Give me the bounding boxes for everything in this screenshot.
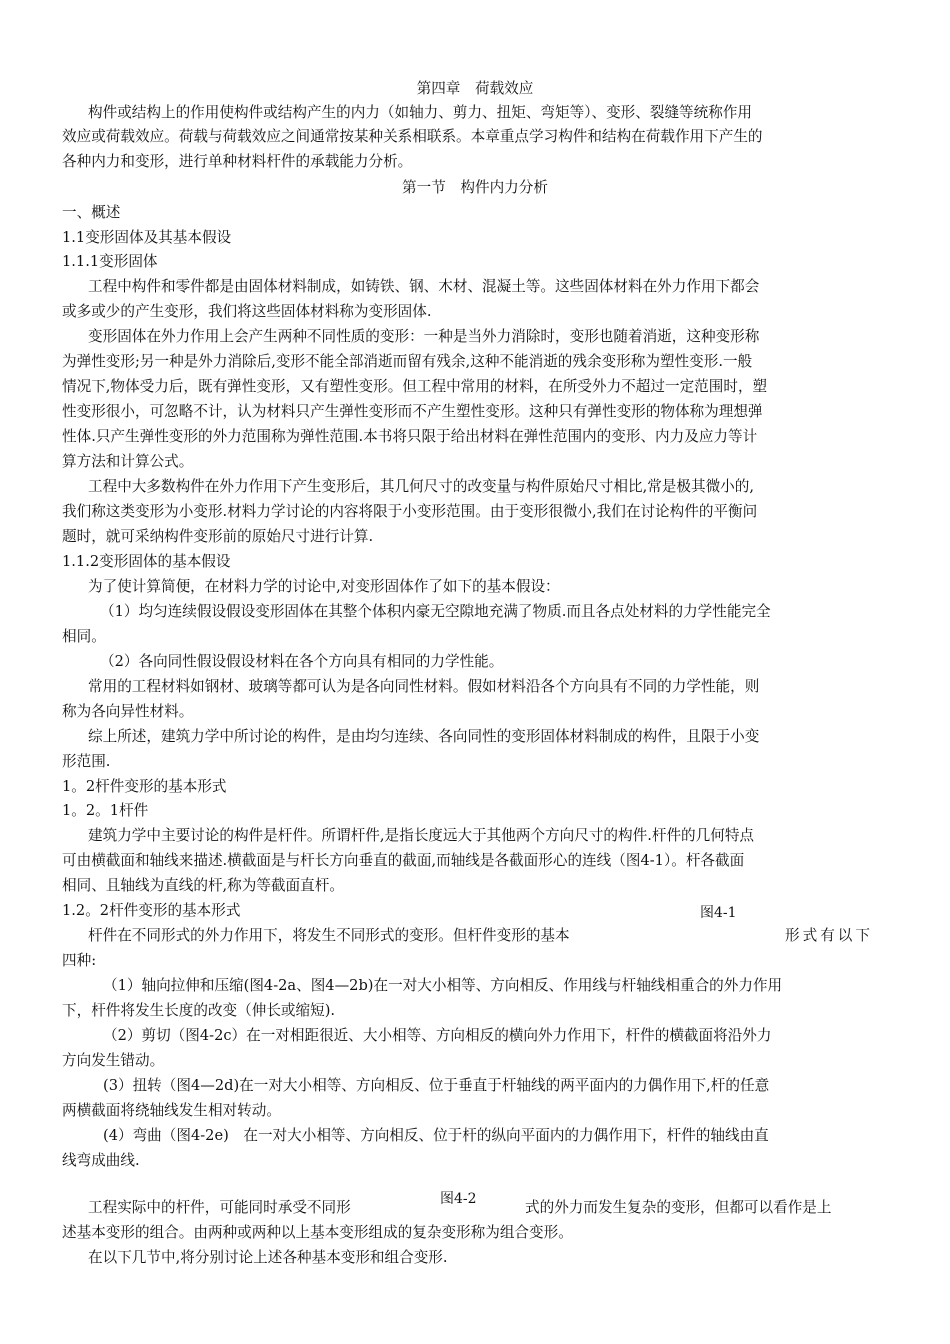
paragraph-line: 综上所述，建筑力学中所讨论的构件，是由均匀连续、各向同性的变形固体材料制成的构件，且限于小变 bbox=[88, 728, 760, 745]
paragraph-line: 形范围. bbox=[62, 753, 111, 770]
section-title: 第一节 构件内力分析 bbox=[402, 179, 548, 196]
paragraph-line: 题时，就可采纳构件变形前的原始尺寸进行计算. bbox=[62, 528, 374, 545]
list-item-line: 线弯成曲线. bbox=[62, 1152, 140, 1169]
figure-4-2-caption: 图4-2 bbox=[440, 1191, 477, 1207]
intro-line-1: 构件或结构上的作用使构件或结构产生的内力（如轴力、剪力、扭矩、弯矩等）、变形、裂缝等统称作用 bbox=[88, 104, 753, 121]
paragraph-line: 性体.只产生弹性变形的外力范围称为弹性范围.本书将只限于给出材料在弹性范围内的变形、内力及应力等计 bbox=[62, 428, 758, 445]
list-item-line: 方向发生错动。 bbox=[62, 1052, 165, 1069]
list-item-line: 下，杆件将发生长度的改变（伸长或缩短). bbox=[62, 1002, 336, 1019]
paragraph-line: 相同、且轴线为直线的杆,称为等截面直杆。 bbox=[62, 877, 344, 894]
list-item-line: (3）扭转（图4—2d)在一对大小相等、方向相反、位于垂直于杆轴线的两平面内的力偶作用下,杆的任意 bbox=[103, 1077, 770, 1094]
list-item-line: (4）弯曲（图4-2e) 在一对大小相等、方向相反、位于杆的纵向平面内的力偶作用下，杆件的轴线由直 bbox=[103, 1127, 769, 1144]
list-item-line: （1）轴向拉伸和压缩(图4-2a、图4—2b)在一对大小相等、方向相反、作用线与杆轴线相重合的外力作用 bbox=[103, 977, 783, 994]
paragraph-line: 称为各向异性材料。 bbox=[62, 703, 194, 720]
paragraph-line: 杆件在不同形式的外力作用下，将发生不同形式的变形。但杆件变形的基本 bbox=[88, 927, 570, 944]
list-item-line: （2）剪切（图4-2c）在一对相距很近、大小相等、方向相反的横向外力作用下，杆件的横截面将沿外力 bbox=[103, 1027, 772, 1044]
heading-1-2-2: 1.2。2杆件变形的基本形式 bbox=[62, 902, 241, 919]
paragraph-line: 四种: bbox=[62, 952, 97, 969]
paragraph-line-tail: 形式有以下 bbox=[785, 927, 873, 944]
heading-1-1: 1.1变形固体及其基本假设 bbox=[62, 229, 232, 246]
paragraph-line: 性变形很小，可忽略不计，认为材料只产生弹性变形而不产生塑性变形。这种只有弹性变形的物体称为理想弹 bbox=[62, 403, 763, 420]
list-item-line: 相同。 bbox=[62, 628, 106, 645]
paragraph-line: 我们称这类变形为小变形.材料力学讨论的内容将限于小变形范围。由于变形很微小,我们在讨论构件的平衡问 bbox=[62, 503, 758, 520]
paragraph-line: 可由横截面和轴线来描述.横截面是与杆长方向垂直的截面,而轴线是各截面形心的连线（图4-1）。杆各截面 bbox=[62, 852, 745, 869]
heading-1-2-1: 1。2。1杆件 bbox=[62, 802, 149, 819]
paragraph-line: 变形固体在外力作用上会产生两种不同性质的变形：一种是当外力消除时，变形也随着消逝，这种变形称 bbox=[88, 328, 760, 345]
paragraph-line: 述基本变形的组合。由两种或两种以上基本变形组成的复杂变形称为组合变形。 bbox=[62, 1224, 573, 1241]
paragraph-line: 为弹性变形;另一种是外力消除后,变形不能全部消逝而留有残余,这种不能消逝的残余变形称为塑性变形.一般 bbox=[62, 353, 753, 370]
paragraph-line: 算方法和计算公式。 bbox=[62, 453, 194, 470]
heading-overview: 一、概述 bbox=[62, 204, 121, 221]
paragraph-line: 工程中构件和零件都是由固体材料制成，如铸铁、钢、木材、混凝土等。这些固体材料在外力作用下都会 bbox=[88, 278, 760, 295]
paragraph-line-tail: 式的外力而发生复杂的变形，但都可以看作是上 bbox=[525, 1199, 832, 1216]
chapter-title: 第四章 荷载效应 bbox=[416, 80, 534, 97]
list-item-line: 两横截面将绕轴线发生相对转动。 bbox=[62, 1102, 281, 1119]
paragraph-line: 在以下几节中,将分别讨论上述各种基本变形和组合变形. bbox=[88, 1249, 448, 1266]
paragraph-line: 建筑力学中主要讨论的构件是杆件。所谓杆件,是指长度远大于其他两个方向尺寸的构件.杆件的几何特点 bbox=[88, 827, 755, 844]
paragraph-line: 工程中大多数构件在外力作用下产生变形后，其几何尺寸的改变量与构件原始尺寸相比,常是极其微小的, bbox=[88, 478, 755, 495]
list-item-line: （1）均匀连续假设假设变形固体在其整个体积内豪无空隙地充满了物质.而且各点处材料的力学性能完全 bbox=[100, 603, 771, 620]
paragraph-line: 常用的工程材料如钢材、玻璃等都可认为是各向同性材料。假如材料沿各个方向具有不同的力学性能，则 bbox=[88, 678, 760, 695]
paragraph-line: 为了使计算简便，在材料力学的讨论中,对变形固体作了如下的基本假设： bbox=[88, 578, 560, 595]
intro-line-3: 各种内力和变形，进行单种材料杆件的承载能力分析。 bbox=[62, 153, 413, 170]
intro-line-2: 效应或荷载效应。荷载与荷载效应之间通常按某种关系相联系。本章重点学习构件和结构在荷载作用下产生的 bbox=[62, 128, 763, 145]
paragraph-line: 工程实际中的杆件，可能同时承受不同形 bbox=[88, 1199, 351, 1216]
heading-1-2: 1。2杆件变形的基本形式 bbox=[62, 778, 227, 795]
heading-1-1-1: 1.1.1变形固体 bbox=[62, 253, 158, 270]
paragraph-line: 或多或少的产生变形，我们将这些固体材料称为变形固体. bbox=[62, 303, 432, 320]
figure-4-1-caption: 图4-1 bbox=[700, 905, 737, 921]
heading-1-1-2: 1.1.2变形固体的基本假设 bbox=[62, 553, 231, 570]
paragraph-line: 情况下,物体受力后，既有弹性变形，又有塑性变形。但工程中常用的材料，在所受外力不超过一定范围时，塑 bbox=[62, 378, 768, 395]
list-item-line: （2）各向同性假设假设材料在各个方向具有相同的力学性能。 bbox=[100, 653, 504, 670]
